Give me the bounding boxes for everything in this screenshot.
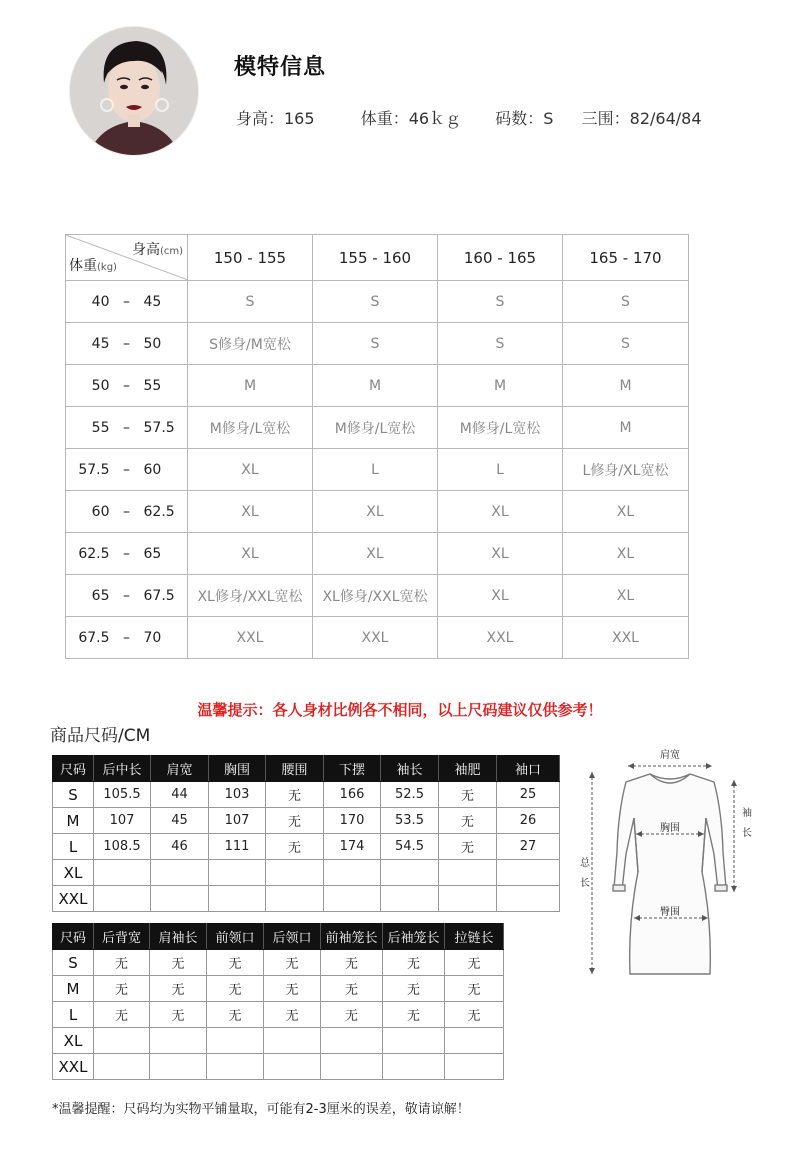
grid-row: [66, 491, 689, 533]
total-length-label-1: 总: [580, 858, 590, 869]
spec-value-cell: [497, 860, 560, 886]
spec-size-label: L: [53, 834, 94, 860]
height-column-header: 150 - 155: [188, 235, 313, 281]
model-portrait-image: [70, 27, 198, 155]
spec-value-cell: 无: [266, 782, 324, 808]
grid-corner-cell: [66, 235, 188, 281]
recommended-size-cell: S: [313, 281, 438, 323]
spec-value-cell: 无: [439, 808, 497, 834]
recommended-size-cell: L: [438, 449, 563, 491]
spec-value-cell: 无: [321, 1002, 383, 1028]
spec-value-cell: 166: [324, 782, 381, 808]
spec-value-cell: 103: [209, 782, 266, 808]
spec-value-cell: 170: [324, 808, 381, 834]
spec-value-cell: 无: [94, 1002, 150, 1028]
model-weight: 体重：46ｋｇ: [360, 109, 462, 128]
spec-value-cell: 无: [264, 976, 321, 1002]
recommended-size-cell: XL: [313, 491, 438, 533]
spec-value-cell: 无: [94, 976, 150, 1002]
corner-weight-unit: (kg): [97, 262, 117, 273]
recommended-size-cell: S: [438, 323, 563, 365]
model-size: 码数：S: [495, 109, 554, 128]
spec-value-cell: 53.5: [381, 808, 439, 834]
size-tip-warning: 温馨提示：各人身材比例各不相同，以上尺码建议仅供参考！: [197, 701, 603, 719]
recommended-size-cell: XL: [188, 533, 313, 575]
spec-column-header: 前领口: [207, 924, 264, 950]
spec-value-cell: 26: [497, 808, 560, 834]
spec-value-cell: [266, 860, 324, 886]
spec-value-cell: 无: [150, 1002, 207, 1028]
spec-value-cell: 无: [150, 950, 207, 976]
spec-size-label: XL: [53, 860, 94, 886]
recommended-size-cell: M修身/L宽松: [188, 407, 313, 449]
spec-size-label: S: [53, 950, 94, 976]
spec-size-label: XXL: [53, 886, 94, 912]
weight-range-cell: 60 – 62.5: [66, 491, 188, 533]
spec-value-cell: [324, 860, 381, 886]
recommended-size-cell: XL修身/XXL宽松: [188, 575, 313, 617]
spec-value-cell: 45: [151, 808, 209, 834]
recommended-size-cell: XL: [563, 575, 689, 617]
spec-column-header: 袖口: [497, 756, 560, 782]
weight-range-cell: 65 – 67.5: [66, 575, 188, 617]
recommended-size-cell: XXL: [313, 617, 438, 659]
spec-value-cell: 107: [94, 808, 151, 834]
spec-value-cell: 105.5: [94, 782, 151, 808]
spec-row: [53, 860, 560, 886]
grid-row: [66, 617, 689, 659]
spec-row: [53, 1028, 504, 1054]
spec-value-cell: 无: [207, 976, 264, 1002]
chest-label: 胸围: [660, 823, 680, 834]
spec-column-header: 腰围: [266, 756, 324, 782]
spec-value-cell: [264, 1054, 321, 1080]
spec-value-cell: 44: [151, 782, 209, 808]
spec-value-cell: [497, 886, 560, 912]
recommended-size-cell: XL: [438, 575, 563, 617]
grid-row: [66, 533, 689, 575]
hip-label: 臀围: [660, 907, 680, 918]
recommended-size-cell: S: [188, 281, 313, 323]
spec-column-header: 下摆: [324, 756, 381, 782]
spec-value-cell: [207, 1028, 264, 1054]
height-column-header: 160 - 165: [438, 235, 563, 281]
spec-value-cell: 无: [266, 808, 324, 834]
weight-range-cell: 50 – 55: [66, 365, 188, 407]
spec-value-cell: [324, 886, 381, 912]
spec-column-header: 袖肥: [439, 756, 497, 782]
spec-value-cell: 无: [94, 950, 150, 976]
model-height: 身高：165: [236, 109, 315, 128]
spec-value-cell: 无: [445, 950, 504, 976]
spec-row: [53, 834, 560, 860]
spec-value-cell: 46: [151, 834, 209, 860]
recommended-size-cell: S: [563, 281, 689, 323]
dress-measurement-diagram: [572, 742, 768, 982]
spec-value-cell: 无: [264, 950, 321, 976]
spec-column-header: 胸围: [209, 756, 266, 782]
spec-value-cell: 无: [264, 1002, 321, 1028]
weight-range-cell: 62.5 – 65: [66, 533, 188, 575]
recommended-size-cell: S: [313, 323, 438, 365]
spec-value-cell: [381, 860, 439, 886]
recommended-size-cell: M: [313, 365, 438, 407]
spec-value-cell: [383, 1028, 445, 1054]
recommended-size-cell: XL: [563, 491, 689, 533]
height-column-header: 165 - 170: [563, 235, 689, 281]
spec-section-title: 商品尺码/CM: [50, 726, 151, 746]
spec-value-cell: [150, 1054, 207, 1080]
recommended-size-cell: S: [563, 323, 689, 365]
corner-weight-label: 体重(kg): [69, 258, 117, 274]
spec-value-cell: [151, 886, 209, 912]
spec-column-header: 后中长: [94, 756, 151, 782]
model-measurements: 三围：82/64/84: [581, 109, 702, 128]
spec-value-cell: 111: [209, 834, 266, 860]
corner-height-label: 身高(cm): [131, 242, 183, 258]
grid-row: [66, 323, 689, 365]
spec-value-cell: [151, 860, 209, 886]
spec-column-header: 肩宽: [151, 756, 209, 782]
recommended-size-cell: M: [563, 407, 689, 449]
recommended-size-cell: M: [438, 365, 563, 407]
spec-value-cell: 无: [321, 976, 383, 1002]
weight-range-cell: 40 – 45: [66, 281, 188, 323]
spec-value-cell: [381, 886, 439, 912]
spec-value-cell: 无: [445, 1002, 504, 1028]
recommended-size-cell: L修身/XL宽松: [563, 449, 689, 491]
spec-value-cell: 无: [321, 950, 383, 976]
spec-column-header: 拉链长: [445, 924, 504, 950]
recommended-size-cell: S修身/M宽松: [188, 323, 313, 365]
spec-value-cell: 无: [266, 834, 324, 860]
spec-size-label: M: [53, 808, 94, 834]
spec-value-cell: [207, 1054, 264, 1080]
spec-size-label: M: [53, 976, 94, 1002]
dress-outline: [614, 774, 726, 974]
spec-column-header: 后领口: [264, 924, 321, 950]
weight-range-cell: 57.5 – 60: [66, 449, 188, 491]
spec-value-cell: [439, 886, 497, 912]
recommended-size-cell: M: [563, 365, 689, 407]
spec-value-cell: 无: [207, 1002, 264, 1028]
recommended-size-cell: XXL: [438, 617, 563, 659]
detail-measurement-table: [52, 923, 504, 1080]
recommended-size-cell: S: [438, 281, 563, 323]
grid-row: [66, 575, 689, 617]
recommended-size-cell: M修身/L宽松: [313, 407, 438, 449]
spec-row: [53, 976, 504, 1002]
spec-value-cell: 54.5: [381, 834, 439, 860]
recommended-size-cell: XL: [438, 533, 563, 575]
spec-header-row: [53, 924, 504, 950]
spec-size-label: L: [53, 1002, 94, 1028]
spec-column-header: 袖长: [381, 756, 439, 782]
spec-value-cell: 27: [497, 834, 560, 860]
spec-value-cell: 25: [497, 782, 560, 808]
spec-value-cell: 无: [383, 950, 445, 976]
spec-value-cell: [150, 1028, 207, 1054]
measurement-footnote: *温馨提醒：尺码均为实物平铺量取，可能有2-3厘米的误差，敬请谅解！: [52, 1102, 470, 1117]
weight-range-cell: 55 – 57.5: [66, 407, 188, 449]
spec-value-cell: 108.5: [94, 834, 151, 860]
recommended-size-cell: XL修身/XXL宽松: [313, 575, 438, 617]
recommended-size-cell: M: [188, 365, 313, 407]
recommended-size-cell: M修身/L宽松: [438, 407, 563, 449]
recommended-size-cell: XL: [313, 533, 438, 575]
spec-value-cell: [445, 1028, 504, 1054]
spec-value-cell: 无: [445, 976, 504, 1002]
spec-row: [53, 808, 560, 834]
recommended-size-cell: XXL: [563, 617, 689, 659]
spec-value-cell: 无: [383, 976, 445, 1002]
spec-value-cell: [94, 1028, 150, 1054]
spec-value-cell: [264, 1028, 321, 1054]
model-avatar: [70, 27, 198, 155]
spec-row: [53, 782, 560, 808]
model-info-title: 模特信息: [234, 55, 327, 80]
spec-value-cell: [266, 886, 324, 912]
grid-row: [66, 407, 689, 449]
sleeve-length-label-2: 长: [742, 828, 752, 839]
recommended-size-cell: XL: [563, 533, 689, 575]
spec-value-cell: 无: [439, 834, 497, 860]
height-column-header: 155 - 160: [313, 235, 438, 281]
spec-row: [53, 950, 504, 976]
model-stats: [236, 106, 702, 129]
spec-value-cell: 52.5: [381, 782, 439, 808]
spec-value-cell: [94, 860, 151, 886]
spec-value-cell: [209, 860, 266, 886]
spec-column-header: 后背宽: [94, 924, 150, 950]
spec-value-cell: [439, 860, 497, 886]
spec-row: [53, 1002, 504, 1028]
spec-value-cell: [321, 1054, 383, 1080]
recommended-size-cell: L: [313, 449, 438, 491]
spec-row: [53, 886, 560, 912]
spec-row: [53, 1054, 504, 1080]
recommended-size-cell: XL: [188, 491, 313, 533]
recommended-size-cell: XL: [188, 449, 313, 491]
spec-column-header: 尺码: [53, 756, 94, 782]
spec-value-cell: [209, 886, 266, 912]
grid-row: [66, 449, 689, 491]
grid-row: [66, 281, 689, 323]
spec-column-header: 前袖笼长: [321, 924, 383, 950]
spec-size-label: S: [53, 782, 94, 808]
spec-value-cell: 无: [150, 976, 207, 1002]
spec-value-cell: [94, 886, 151, 912]
spec-column-header: 肩袖长: [150, 924, 207, 950]
spec-value-cell: [321, 1028, 383, 1054]
spec-column-header: 尺码: [53, 924, 94, 950]
shoulder-width-label: 肩宽: [660, 750, 680, 761]
spec-value-cell: 无: [383, 1002, 445, 1028]
size-recommendation-table: [65, 234, 689, 659]
total-length-label-2: 长: [580, 878, 590, 889]
spec-value-cell: [94, 1054, 150, 1080]
spec-header-row: [53, 756, 560, 782]
spec-value-cell: [445, 1054, 504, 1080]
spec-column-header: 后袖笼长: [383, 924, 445, 950]
spec-value-cell: 107: [209, 808, 266, 834]
spec-value-cell: 无: [207, 950, 264, 976]
spec-value-cell: 无: [439, 782, 497, 808]
recommended-size-cell: XXL: [188, 617, 313, 659]
spec-size-label: XL: [53, 1028, 94, 1054]
spec-value-cell: 174: [324, 834, 381, 860]
weight-range-cell: 67.5 – 70: [66, 617, 188, 659]
spec-value-cell: [383, 1054, 445, 1080]
garment-measurement-table: [52, 755, 560, 912]
grid-header-row: [66, 235, 689, 281]
spec-size-label: XXL: [53, 1054, 94, 1080]
recommended-size-cell: XL: [438, 491, 563, 533]
sleeve-length-label-1: 袖: [742, 808, 752, 819]
weight-range-cell: 45 – 50: [66, 323, 188, 365]
corner-height-unit: (cm): [159, 246, 183, 257]
grid-row: [66, 365, 689, 407]
